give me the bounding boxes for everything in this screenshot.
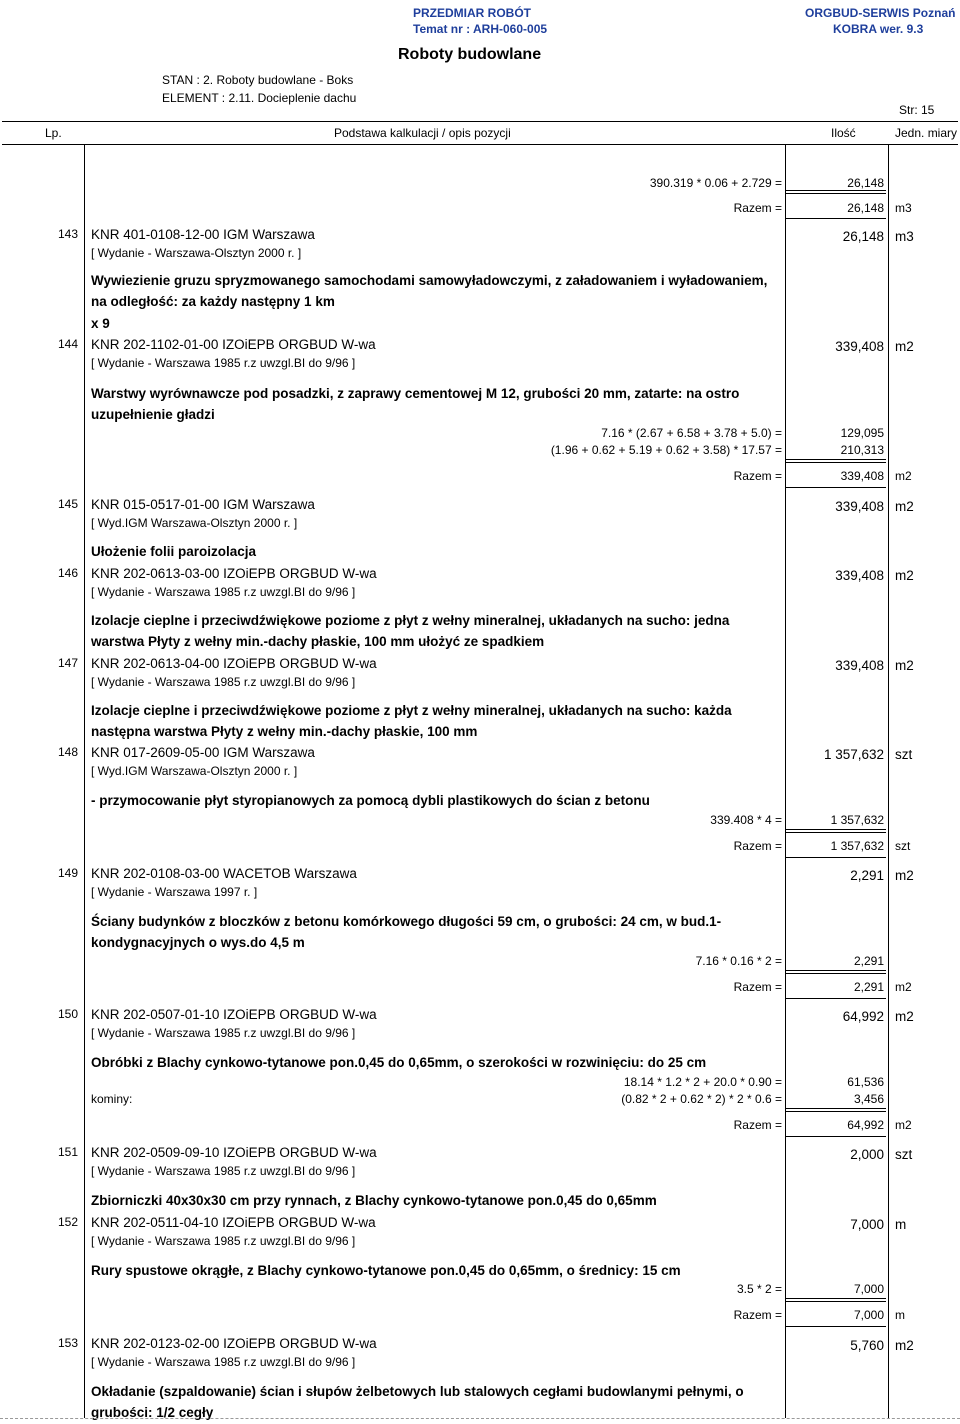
edition-note: [ Wydanie - Warszawa 1985 r.z uwzgl.BI do 9/96 ] <box>91 1164 356 1178</box>
calc-formula: 3.5 * 2 = <box>736 1282 782 1296</box>
calc-formula: (1.96 + 0.62 + 5.19 + 0.62 + 3.58) * 17.57 = <box>550 443 782 457</box>
position-unit: m2 <box>895 1338 914 1353</box>
edition-note: [ Wydanie - Warszawa 1985 r.z uwzgl.BI do 9/96 ] <box>91 585 356 599</box>
position-description: Izolacje cieplne i przeciwdźwiękowe poziome z płyt z wełny mineralnej, układanych na sucho: każda następna warstwa Płyty z wełny min.-dachy płaskie, 100 mm <box>91 703 732 739</box>
edition-note: [ Wyd.IGM Warszawa-Olsztyn 2000 r. ] <box>91 516 298 530</box>
razem-value: 26,148 <box>847 201 884 215</box>
position-unit: m2 <box>895 868 914 883</box>
calc-value: 1 357,632 <box>830 813 884 827</box>
page-bottom-dashes <box>0 1418 960 1419</box>
position-unit: m3 <box>895 229 914 244</box>
position-unit: m2 <box>895 568 914 583</box>
calc-label: kominy: <box>91 1092 133 1106</box>
calc-formula: 18.14 * 1.2 * 2 + 20.0 * 0.90 = <box>623 1075 782 1089</box>
razem-unit: m <box>895 1308 905 1322</box>
position-number: 145 <box>58 497 79 511</box>
razem-unit: m2 <box>895 1118 912 1132</box>
razem-unit: szt <box>895 839 911 853</box>
razem-value: 339,408 <box>840 469 884 483</box>
razem-value: 1 357,632 <box>830 839 884 853</box>
razem-label: Razem = <box>733 1308 782 1322</box>
knr-code: KNR 202-0123-02-00 IZOiEPB ORGBUD W-wa <box>91 1336 377 1351</box>
position-description: Obróbki z Blachy cynkowo-tytanowe pon.0,45 do 0,65mm, o szerokości w rozwinięciu: do 25 cm <box>91 1055 707 1070</box>
position-number: 149 <box>58 866 79 880</box>
position-unit: m <box>895 1217 907 1232</box>
header-top-rule <box>2 121 958 122</box>
sum-rule <box>786 857 886 858</box>
position-number: 148 <box>58 745 79 759</box>
razem-value: 64,992 <box>847 1118 884 1132</box>
razem-value: 2,291 <box>853 980 884 994</box>
position-unit: szt <box>895 747 913 762</box>
position-number: 150 <box>58 1007 79 1021</box>
position-description: - przymocowanie płyt styropianowych za pomocą dybli plastikowych do ścian z betonu <box>91 793 650 808</box>
sum-rule <box>786 190 886 191</box>
calc-value: 2,291 <box>853 954 884 968</box>
sum-rule <box>786 487 886 488</box>
position-multiplier: x 9 <box>91 316 110 331</box>
position-description: Izolacje cieplne i przeciwdźwiękowe poziome z płyt z wełny mineralnej, układanych na sucho: jedna warstwa Płyty z wełny min.-dachy płaskie, 100 mm ułożyć ze spadkiem <box>91 613 730 649</box>
sum-rule <box>786 970 886 971</box>
position-quantity: 7,000 <box>850 1217 884 1232</box>
position-quantity: 339,408 <box>835 499 884 514</box>
position-quantity: 64,992 <box>842 1009 884 1024</box>
col-jedn: Jedn. miary <box>895 126 958 140</box>
edition-note: [ Wydanie - Warszawa 1997 r. ] <box>91 885 258 899</box>
edition-note: [ Wydanie - Warszawa 1985 r.z uwzgl.BI do 9/96 ] <box>91 1355 356 1369</box>
edition-note: [ Wydanie - Warszawa 1985 r.z uwzgl.BI do 9/96 ] <box>91 1026 356 1040</box>
knr-code: KNR 202-1102-01-00 IZOiEPB ORGBUD W-wa <box>91 337 376 352</box>
calc-formula: 7.16 * (2.67 + 6.58 + 3.78 + 5.0) = <box>601 426 782 440</box>
position-unit: m2 <box>895 658 914 673</box>
razem-label: Razem = <box>733 201 782 215</box>
edition-note: [ Wydanie - Warszawa 1985 r.z uwzgl.BI do 9/96 ] <box>91 675 356 689</box>
razem-label: Razem = <box>733 1118 782 1132</box>
razem-label: Razem = <box>733 839 782 853</box>
sum-rule <box>786 218 886 219</box>
razem-unit: m2 <box>895 980 912 994</box>
position-number: 152 <box>58 1215 79 1229</box>
position-quantity: 339,408 <box>835 339 884 354</box>
position-description: Rury spustowe okrągłe, z Blachy cynkowo-tytanowe pon.0,45 do 0,65mm, o średnicy: 15 cm <box>91 1263 681 1278</box>
knr-code: KNR 202-0613-03-00 IZOiEPB ORGBUD W-wa <box>91 566 377 581</box>
knr-code: KNR 202-0613-04-00 IZOiEPB ORGBUD W-wa <box>91 656 377 671</box>
position-unit: m2 <box>895 339 914 354</box>
position-quantity: 2,000 <box>850 1147 884 1162</box>
position-description: Ułożenie folii paroizolacja <box>91 544 257 559</box>
razem-unit: m2 <box>895 469 912 483</box>
calc-formula: 7.16 * 0.16 * 2 = <box>695 954 782 968</box>
razem-label: Razem = <box>733 980 782 994</box>
column-divider <box>888 145 889 1418</box>
position-unit: szt <box>895 1147 913 1162</box>
page-number: Str: 15 <box>899 103 935 117</box>
program-name: PRZEDMIAR ROBÓT <box>413 6 531 20</box>
calc-value: 61,536 <box>847 1075 884 1089</box>
sum-rule <box>786 1298 886 1299</box>
razem-label: Razem = <box>733 469 782 483</box>
element-label: ELEMENT : 2.11. Docieplenie dachu <box>162 91 357 105</box>
position-unit: m2 <box>895 499 914 514</box>
sum-rule <box>786 193 886 194</box>
position-number: 143 <box>58 227 79 241</box>
stan-label: STAN : 2. Roboty budowlane - Boks <box>162 73 354 87</box>
sum-rule <box>786 459 886 460</box>
sum-rule <box>786 462 886 463</box>
knr-code: KNR 202-0511-04-10 IZOiEPB ORGBUD W-wa <box>91 1215 376 1230</box>
position-description: Zbiorniczki 40x30x30 cm przy rynnach, z Blachy cynkowo-tytanowe pon.0,45 do 0,65mm <box>91 1193 657 1208</box>
knr-code: KNR 015-0517-01-00 IGM Warszawa <box>91 497 315 512</box>
calc-formula: 339.408 * 4 = <box>710 813 782 827</box>
position-number: 147 <box>58 656 79 670</box>
position-number: 144 <box>58 337 79 351</box>
position-description: Warstwy wyrównawcze pod posadzki, z zaprawy cementowej M 12, grubości 20 mm, zatarte: na ostro uzupełnienie gładzi <box>91 386 740 422</box>
calc-value: 3,456 <box>853 1092 884 1106</box>
sum-rule <box>786 1136 886 1137</box>
edition-note: [ Wydanie - Warszawa 1985 r.z uwzgl.BI do 9/96 ] <box>91 356 356 370</box>
sum-rule <box>786 1108 886 1109</box>
calc-value: 26,148 <box>847 176 884 190</box>
position-quantity: 5,760 <box>850 1338 884 1353</box>
position-quantity: 2,291 <box>850 868 884 883</box>
razem-unit: m3 <box>895 201 912 215</box>
knr-code: KNR 202-0507-01-10 IZOiEPB ORGBUD W-wa <box>91 1007 377 1022</box>
position-number: 151 <box>58 1145 79 1159</box>
knr-code: KNR 202-0108-03-00 WACETOB Warszawa <box>91 866 357 881</box>
company-name: ORGBUD-SERWIS Poznań <box>805 6 956 20</box>
position-description: Ściany budynków z bloczków z betonu komórkowego długości 59 cm, o grubości: 24 cm, w bud.1-kondygnacyjnych o wys.do 4,5 m <box>91 914 722 950</box>
edition-note: [ Wydanie - Warszawa 1985 r.z uwzgl.BI do 9/96 ] <box>91 1234 356 1248</box>
col-lp: Lp. <box>45 126 62 140</box>
knr-code: KNR 202-0509-09-10 IZOiEPB ORGBUD W-wa <box>91 1145 377 1160</box>
calc-value: 7,000 <box>853 1282 884 1296</box>
position-number: 153 <box>58 1336 79 1350</box>
position-quantity: 26,148 <box>842 229 884 244</box>
program-version: KOBRA wer. 9.3 <box>833 22 924 36</box>
temat-number: Temat nr : ARH-060-005 <box>413 22 548 36</box>
position-number: 146 <box>58 566 79 580</box>
header-bottom-rule <box>2 144 958 145</box>
sum-rule <box>786 1301 886 1302</box>
calc-formula: (0.82 * 2 + 0.62 * 2) * 2 * 0.6 = <box>621 1092 782 1106</box>
knr-code: KNR 017-2609-05-00 IGM Warszawa <box>91 745 315 760</box>
position-description: Okładanie (szpaldowanie) ścian i słupów żelbetowych lub stalowych cegłami budowlanymi pełnymi, o grubości: 1/2 cegły <box>91 1384 744 1420</box>
position-unit: m2 <box>895 1009 914 1024</box>
edition-note: [ Wydanie - Warszawa-Olsztyn 2000 r. ] <box>91 246 302 260</box>
sum-rule <box>786 973 886 974</box>
razem-value: 7,000 <box>853 1308 884 1322</box>
calc-value: 129,095 <box>840 426 884 440</box>
page-title: Roboty budowlane <box>398 46 542 63</box>
position-description: Wywiezienie gruzu spryzmowanego samochodami samowyładowczymi, z załadowaniem i wyładowaniem, na odległość: za każdy następny 1 km <box>91 273 768 309</box>
sum-rule <box>786 998 886 999</box>
col-podstawa: Podstawa kalkulacji / opis pozycji <box>334 126 511 140</box>
col-ilosc: Ilość <box>831 126 856 140</box>
position-quantity: 339,408 <box>835 568 884 583</box>
sum-rule <box>786 832 886 833</box>
column-divider <box>785 145 786 1418</box>
knr-code: KNR 401-0108-12-00 IGM Warszawa <box>91 227 315 242</box>
sum-rule <box>786 829 886 830</box>
calc-value: 210,313 <box>840 443 884 457</box>
position-quantity: 339,408 <box>835 658 884 673</box>
column-divider <box>84 145 85 1418</box>
position-quantity: 1 357,632 <box>823 747 884 762</box>
edition-note: [ Wyd.IGM Warszawa-Olsztyn 2000 r. ] <box>91 764 298 778</box>
sum-rule <box>786 1111 886 1112</box>
sum-rule <box>786 1326 886 1327</box>
calc-formula: 390.319 * 0.06 + 2.729 = <box>649 176 782 190</box>
